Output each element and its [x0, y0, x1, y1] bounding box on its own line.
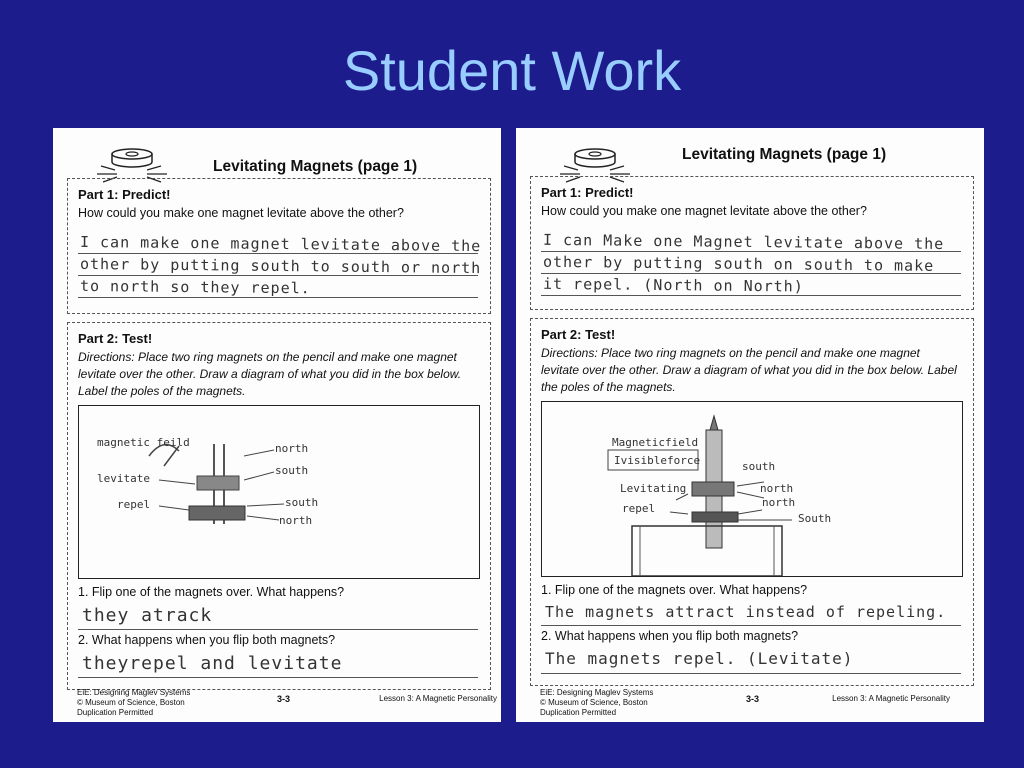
part2-heading: Part 2: Test! [541, 327, 616, 342]
part2-box [67, 322, 491, 690]
diagram-label-north-2: north [279, 514, 313, 527]
part1-answer-line-2: other by putting south on south to make [542, 252, 935, 275]
magnet-diagram-drawing [79, 406, 479, 578]
part1-prompt: How could you make one magnet levitate above the other? [541, 204, 867, 218]
diagram-label-field: magnetic feild [97, 436, 190, 449]
footer-lesson: Lesson 3: A Magnetic Personality [379, 694, 497, 703]
footer-credits [540, 688, 653, 718]
footer-line-2: © Museum of Science, Boston [77, 698, 185, 707]
diagram-label-south-1: south [742, 460, 776, 473]
answer-rule [78, 629, 478, 630]
diagram-label-north-1: north [275, 442, 309, 455]
question-2: 2. What happens when you flip both magnets? [541, 629, 799, 643]
part1-prompt: How could you make one magnet levitate above the other? [78, 206, 404, 220]
diagram-box [541, 401, 963, 577]
diagram-box [78, 405, 480, 579]
footer-page-number: 3-3 [746, 694, 760, 704]
worksheet-right [516, 128, 984, 722]
part1-box [530, 176, 974, 310]
answer-1: The magnets attract instead of repeling. [545, 603, 947, 621]
worksheet-title: Levitating Magnets (page 1) [213, 158, 418, 175]
answer-1: they atrack [82, 605, 213, 626]
worksheet-title: Levitating Magnets (page 1) [682, 146, 887, 163]
footer-line-1: EiE: Designing Maglev Systems [540, 688, 654, 697]
footer-line-1: EiE: Designing Maglev Systems [77, 688, 191, 697]
answer-2: The magnets repel. (Levitate) [545, 649, 854, 668]
worksheet-header [53, 142, 501, 182]
diagram-label-north-1: north [760, 482, 794, 495]
answer-rule [541, 625, 961, 626]
footer-lesson: Lesson 3: A Magnetic Personality [832, 694, 950, 703]
part2-directions: Directions: Place two ring magnets on the pencil and make one magnet levitate over the other. Draw a diagram of what you did in the box below. Label the poles of the magnets. [541, 346, 957, 394]
question-2: 2. What happens when you flip both magnets? [78, 633, 336, 647]
part1-answer-line-1: I can make one magnet levitate above the [79, 232, 482, 256]
part2-heading: Part 2: Test! [78, 331, 153, 346]
answer-rule [541, 673, 961, 674]
part2-box [530, 318, 974, 686]
question-1: 1. Flip one of the magnets over. What happens? [78, 585, 345, 599]
part1-answer-line-2: other by putting south to south or north [79, 254, 482, 278]
part1-answer-line-3: it repel. (North on North) [542, 274, 804, 296]
part1-answer-line-3: to north so they repel. [79, 276, 311, 298]
diagram-label-repel: repel [622, 502, 656, 515]
slide-title: Student Work [342, 39, 682, 102]
part1-box [67, 178, 491, 314]
diagram-label-south-2: south [285, 496, 319, 509]
diagram-label-north-2: north [762, 496, 796, 509]
diagram-label-repel: repel [117, 498, 151, 511]
worksheet-footer [53, 686, 501, 722]
part1-heading: Part 1: Predict! [541, 185, 634, 200]
footer-line-3: Duplication Permitted [77, 708, 154, 717]
part2-directions: Directions: Place two ring magnets on the pencil and make one magnet levitate over the other. Draw a diagram of what you did in the box below. Label the poles of the magnets. [78, 350, 462, 398]
footer-line-2: © Museum of Science, Boston [540, 698, 648, 707]
answer-2: theyrepel and levitate [82, 653, 343, 674]
diagram-label-levitate: levitate [97, 472, 150, 485]
diagram-label-force: Ivisibleforce [614, 454, 701, 467]
worksheet-left [53, 128, 501, 722]
part1-answer-line-1: I can Make one Magnet levitate above the [542, 230, 945, 253]
diagram-label-field: Magneticfield [612, 436, 699, 449]
footer-page-number: 3-3 [277, 694, 291, 704]
magnet-diagram-drawing [542, 402, 962, 576]
footer-line-3: Duplication Permitted [540, 708, 617, 717]
diagram-label-south-2: South [798, 512, 832, 525]
answer-rule [78, 297, 478, 298]
question-1: 1. Flip one of the magnets over. What happens? [541, 583, 808, 597]
diagram-label-levitating: Levitating [620, 482, 687, 495]
part1-heading: Part 1: Predict! [78, 187, 171, 202]
answer-rule [78, 677, 478, 678]
worksheet-footer [516, 686, 984, 722]
diagram-label-south-1: south [275, 464, 309, 477]
footer-credits [77, 688, 190, 718]
answer-rule [541, 295, 961, 296]
